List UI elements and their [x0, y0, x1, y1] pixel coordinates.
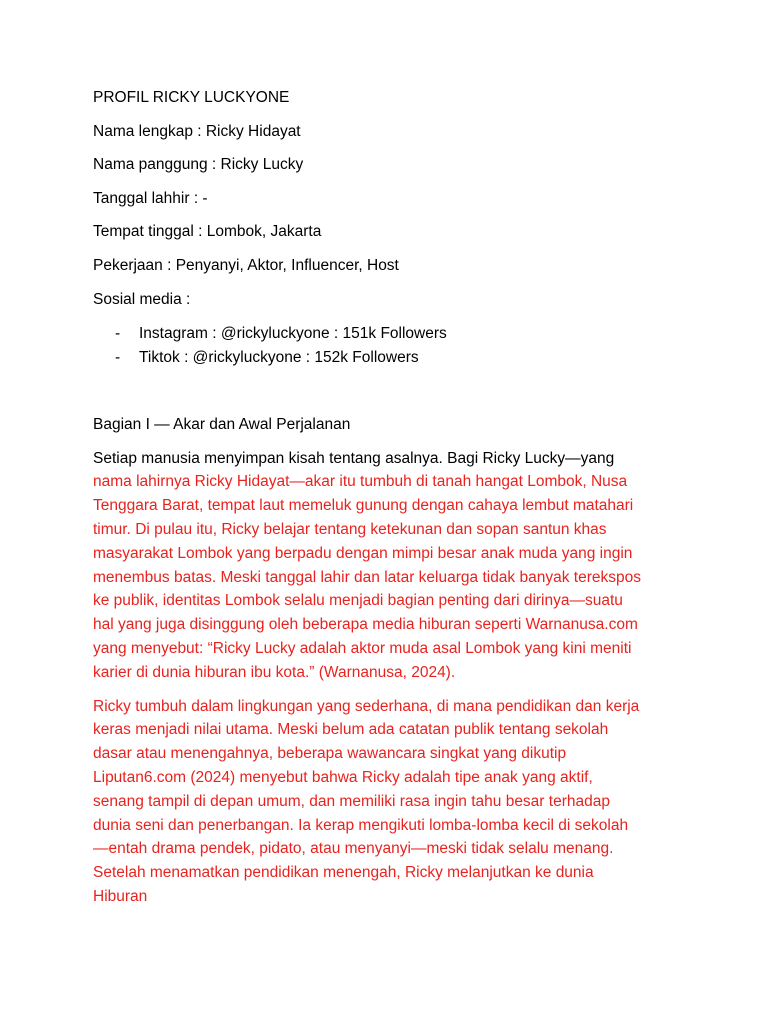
paragraph-line: Liputan6.com (2024) menyebut bahwa Ricky adalah tipe anak yang aktif,	[93, 768, 593, 786]
paragraph-line: yang menyebut: “Ricky Lucky adalah aktor muda asal Lombok yang kini meniti	[93, 639, 632, 657]
field-social-media: Sosial media :	[93, 290, 191, 308]
paragraph-line: nama lahirnya Ricky Hidayat—akar itu tumbuh di tanah hangat Lombok, Nusa	[93, 473, 628, 491]
social-media-list	[93, 322, 683, 370]
paragraph-line: Ricky tumbuh dalam lingkungan yang sederhana, di mana pendidikan dan kerja	[93, 697, 640, 715]
paragraph-line: timur. Di pulau itu, Ricky belajar tentang ketekunan dan sopan santun khas	[93, 520, 607, 538]
field-residence: Tempat tinggal : Lombok, Jakarta	[93, 223, 322, 241]
document-page	[93, 86, 683, 909]
list-item-text: Tiktok : @rickyluckyone : 152k Followers	[139, 348, 419, 366]
list-bullet: -	[115, 348, 121, 366]
paragraph-line: —entah drama pendek, pidato, atau menyanyi—meski tidak selalu menang.	[93, 840, 614, 858]
field-stage-name: Nama panggung : Ricky Lucky	[93, 156, 304, 174]
field-full-name: Nama lengkap : Ricky Hidayat	[93, 122, 301, 140]
paragraph-line: Hiburan	[93, 887, 148, 905]
list-bullet: -	[115, 324, 121, 342]
section-heading: Bagian I — Akar dan Awal Perjalanan	[93, 415, 351, 433]
paragraph-origins	[93, 447, 683, 685]
paragraph-line: hal yang juga disinggung oleh beberapa media hiburan seperti Warnanusa.com	[93, 616, 638, 634]
field-occupation: Pekerjaan : Penyanyi, Aktor, Influencer, Host	[93, 256, 399, 274]
paragraph-line: menembus batas. Meski tanggal lahir dan latar keluarga tidak banyak terekspos	[93, 568, 641, 586]
paragraph-line: masyarakat Lombok yang berpadu dengan mimpi besar anak muda yang ingin	[93, 544, 633, 562]
paragraph-childhood	[93, 695, 683, 909]
paragraph-line: Tenggara Barat, tempat laut memeluk gunung dengan cahaya lembut matahari	[93, 497, 634, 515]
document-title: PROFIL RICKY LUCKYONE	[93, 89, 290, 106]
paragraph-line: senang tampil di depan umum, dan memiliki rasa ingin tahu besar terhadap	[93, 792, 610, 810]
list-item-tiktok	[93, 346, 683, 370]
list-item-text: Instagram : @rickyluckyone : 151k Followers	[139, 324, 447, 342]
paragraph-line: karier di dunia hiburan ibu kota.” (Warnanusa, 2024).	[93, 663, 456, 681]
paragraph-line: dunia seni dan penerbangan. Ia kerap mengikuti lomba-lomba kecil di sekolah	[93, 816, 629, 834]
paragraph-line: dasar atau menengahnya, beberapa wawancara singkat yang dikutip	[93, 745, 567, 763]
paragraph-line: Setelah menamatkan pendidikan menengah, Ricky melanjutkan ke dunia	[93, 864, 594, 882]
paragraph-line: ke publik, identitas Lombok selalu menjadi bagian penting dari dirinya—suatu	[93, 592, 623, 610]
field-birth-date: Tanggal lahhir : -	[93, 189, 208, 207]
list-item-instagram	[93, 322, 683, 346]
paragraph-line: keras menjadi nilai utama. Meski belum ada catatan publik tentang sekolah	[93, 721, 609, 739]
paragraph-line: Setiap manusia menyimpan kisah tentang asalnya. Bagi Ricky Lucky—yang	[93, 449, 615, 467]
